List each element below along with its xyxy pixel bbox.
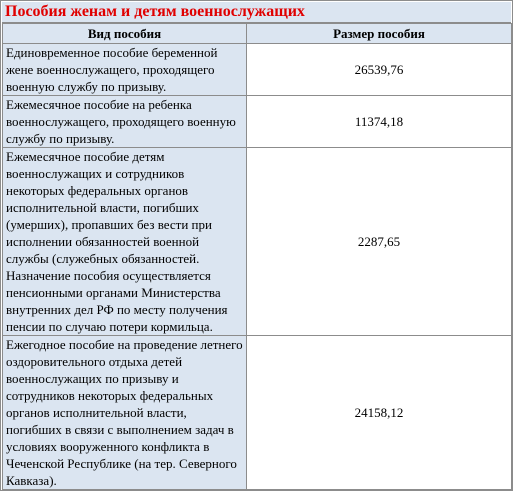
header-row — [3, 24, 512, 44]
table-row — [3, 336, 512, 490]
benefit-kind-cell: Ежегодное пособие на проведение летнего оздоровительного отдыха детей военнослужащих по призыву и сотрудников некоторых федеральных органов исполнительной власти, погибших в связи с выполнением задач в условиях вооруженного конфликта в Чеченской Республике (на тер. Северного Кавказа). — [3, 336, 247, 490]
table-row — [3, 148, 512, 336]
table-title: Пособия женам и детям военнослужащих — [2, 2, 511, 23]
column-header-amount: Размер пособия — [247, 24, 512, 44]
table-row — [3, 44, 512, 96]
benefit-amount-cell: 11374,18 — [247, 96, 512, 148]
benefit-amount-cell: 2287,65 — [247, 148, 512, 336]
table-row — [3, 96, 512, 148]
benefit-amount-cell: 24158,12 — [247, 336, 512, 490]
benefit-kind-cell: Ежемесячное пособие детям военнослужащих и сотрудников некоторых федеральных органов исполнительной власти, погибших (умерших), пропавших без вести при исполнении обязанностей военной службы (служебных обязанностей. Назначение пособия осуществляется пенсионными органами Министерства внутренних дел РФ по месту получения пенсии по случаю потери кормильца. — [3, 148, 247, 336]
benefit-amount-cell: 26539,76 — [247, 44, 512, 96]
benefit-kind-cell: Единовременное пособие беременной жене военнослужащего, проходящего военную службу по призыву. — [3, 44, 247, 96]
benefit-kind-cell: Ежемесячное пособие на ребенка военнослужащего, проходящего военную службу по призыву. — [3, 96, 247, 148]
column-header-kind: Вид пособия — [3, 24, 247, 44]
benefits-table — [2, 23, 512, 490]
